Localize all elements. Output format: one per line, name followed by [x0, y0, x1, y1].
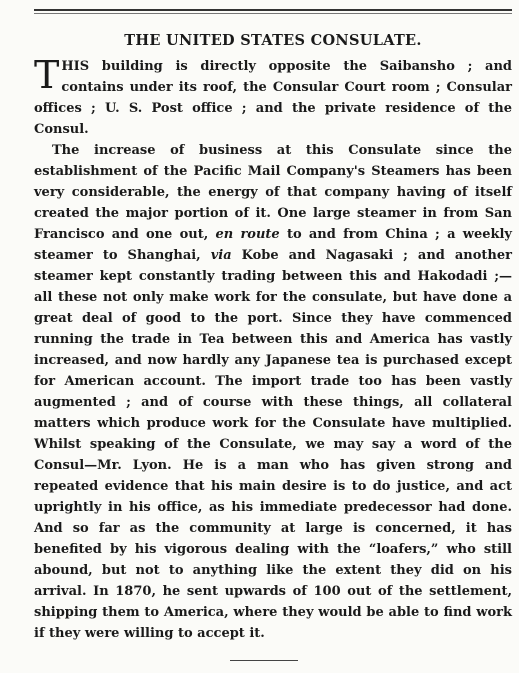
top-rule-thin [34, 13, 512, 14]
paragraph-1-text: HIS building is directly opposite the Saibansho ; and contains under its roof, the Consular Court room ; Consular offices ; U. S. Post office ; and the private residence of the Consul. [34, 59, 512, 137]
drop-cap: T [34, 53, 60, 97]
paragraph-2-text-b: to and from China ; a weekly steamer to Shanghai, [34, 227, 512, 263]
paragraph-2-italic-en-route: en route [215, 227, 280, 242]
paragraph-2-italic-via: via [210, 248, 232, 263]
paragraph-2-text-c: Kobe and Nagasaki ; and another steamer kept constantly trading between this and Hakodadi ;—all these not only make work for the consulate, but have done a great deal of good to the port. Since they have commenced running the trade in Tea between this and America has vastly increased, and now hardly any Japanese tea is purchased except for American account. The import trade too has been vastly augmented ; and of course with these things, all collateral matters which produce work for the Consulate have multiplied. Whilst speaking of the Consulate, we may say a word of the Consul—Mr. Lyon. He is a man who has given strong and repeated evidence that his main desire is to do justice, and act uprightly in his office, as his immediate predecessor had done. And so far as the community at large is concerned, it has benefited by his vigorous dealing with the “loafers,” who still abound, but not to anything like the extent they did on his arrival. In 1870, he sent upwards of 100 out of the settlement, shipping them to America, where they would be able to find work if they were willing to accept it. [34, 248, 512, 641]
article-title: THE UNITED STATES CONSULATE. [124, 32, 422, 49]
article [34, 30, 512, 644]
top-rule [34, 9, 512, 11]
paragraph-1 [34, 53, 512, 140]
paragraph-2-text-a: The increase of business at this Consulate since the establishment of the Pacific Mail Company's Steamers has been very considerable, the energy of that company having of itself created the major portion of it. One large steamer in from San Francisco and one out, [34, 143, 512, 242]
paragraph-2 [34, 140, 512, 644]
bottom-rule [230, 660, 298, 661]
